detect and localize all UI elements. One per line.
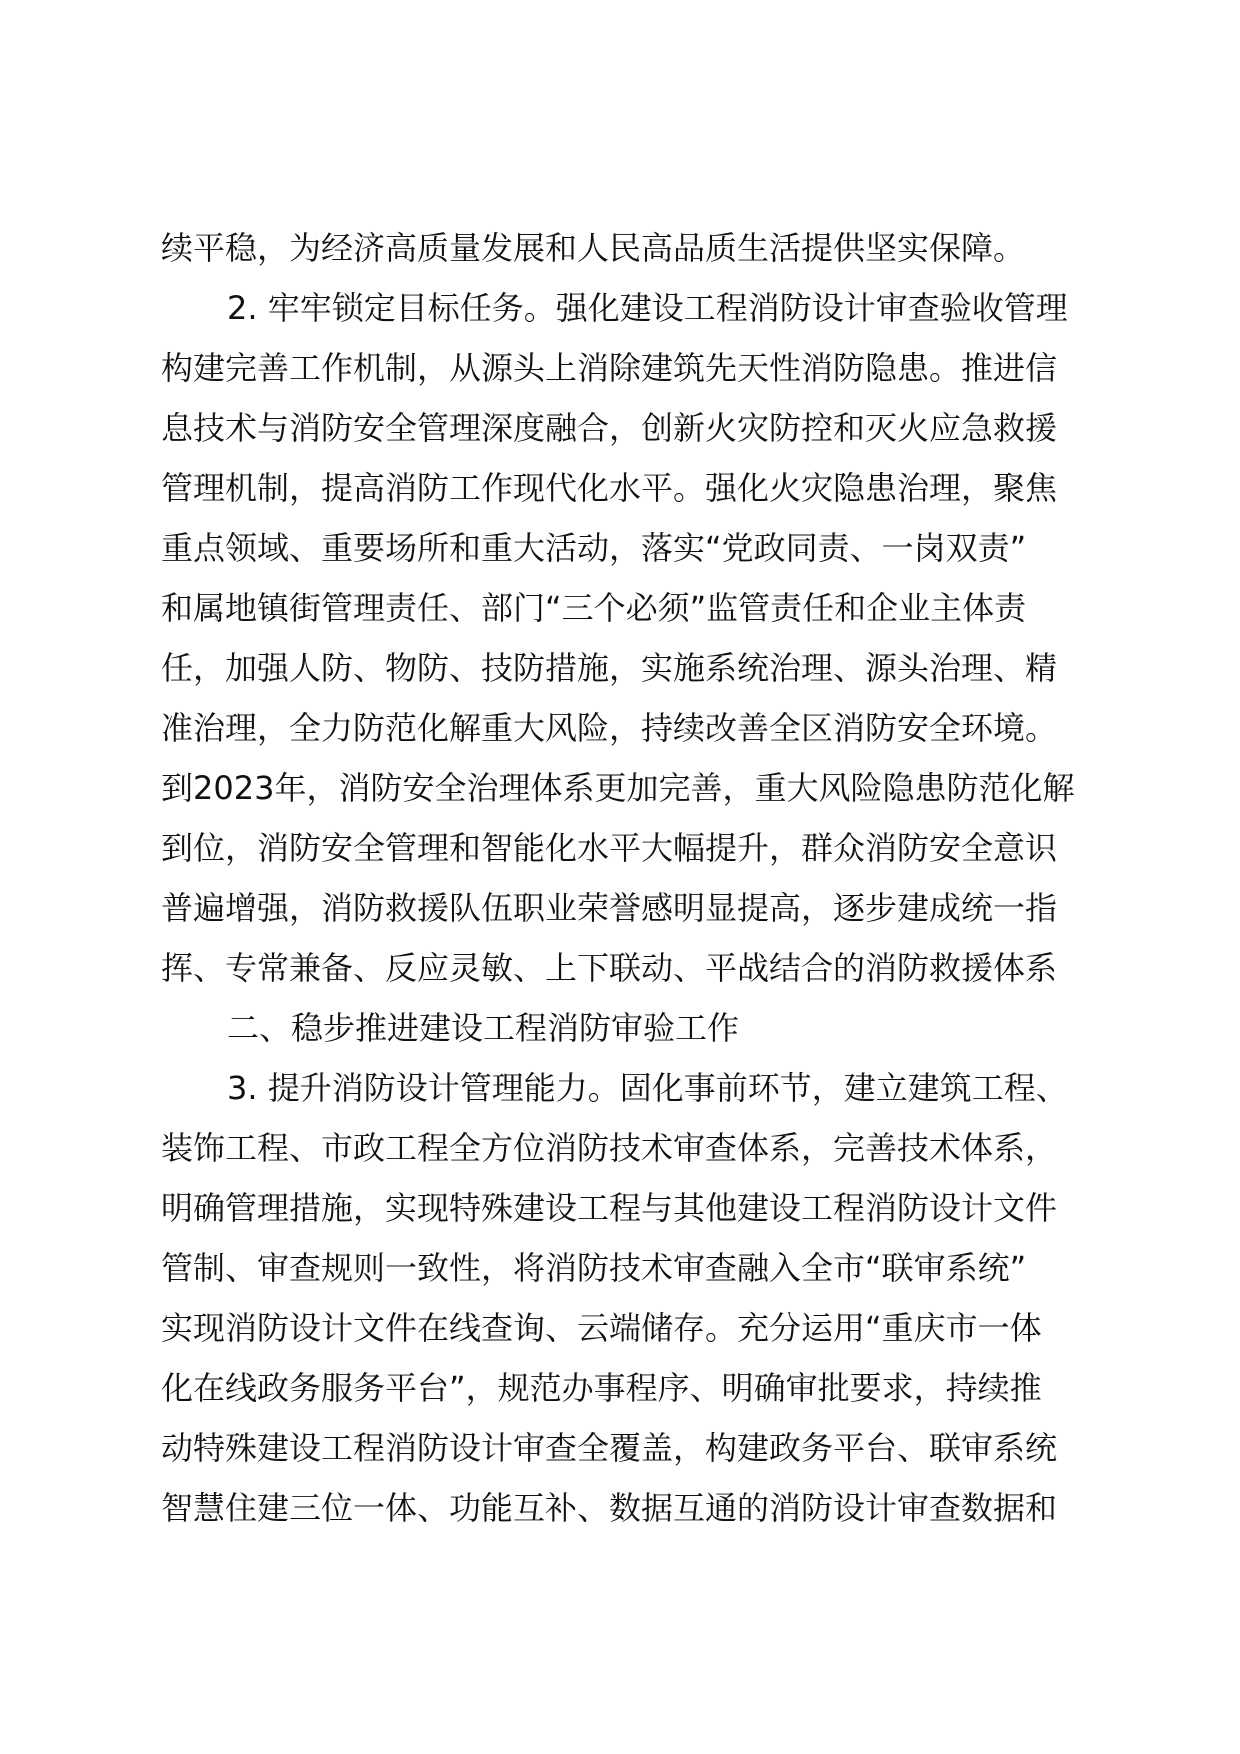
text-line: 装饰工程、市政工程全方位消防技术审查体系，完善技术体系， [161,1129,1058,1167]
text-line: 和属地镇街管理责任、部门“三个必须”监管责任和企业主体责 [161,589,1027,627]
paragraph-heading: 3. 提升消防设计管理能力。固化事前环节，建立建筑工程、 [227,1069,1068,1107]
text-line: 管制、审查规则一致性，将消防技术审查融入全市“联审系统” [161,1249,1027,1287]
text-line: 息技术与消防安全管理深度融合，创新火灾防控和灭火应急救援 [161,409,1058,447]
text-line: 实现消防设计文件在线查询、云端储存。充分运用“重庆市一体 [161,1309,1042,1347]
text-line: 明确管理措施，实现特殊建设工程与其他建设工程消防设计文件 [161,1189,1058,1227]
text-line: 续平稳，为经济高质量发展和人民高品质生活提供坚实保障。 [161,229,1026,267]
text-line: 管理机制，提高消防工作现代化水平。强化火灾隐患治理，聚焦 [161,469,1058,507]
text-line: 普遍增强，消防救援队伍职业荣誉感明显提高，逐步建成统一指 [161,889,1058,927]
text-line: 智慧住建三位一体、功能互补、数据互通的消防设计审查数据和 [161,1489,1058,1527]
text-line: 化在线政务服务平台”，规范办事程序、明确审批要求，持续推 [161,1369,1042,1407]
text-line: 任，加强人防、物防、技防措施，实施系统治理、源头治理、精 [161,649,1058,687]
paragraph-heading: 2. 牢牢锁定目标任务。强化建设工程消防设计审查验收管理 [227,289,1068,327]
text-line: 准治理，全力防范化解重大风险，持续改善全区消防安全环境。 [161,709,1058,747]
text-line: 构建完善工作机制，从源头上消除建筑先天性消防隐患。推进信 [161,349,1058,387]
text-line: 重点领域、重要场所和重大活动，落实“党政同责、一岗双责” [161,529,1027,567]
text-line: 到2023年，消防安全治理体系更加完善，重大风险隐患防范化解 [161,769,1075,807]
section-heading: 二、稳步推进建设工程消防审验工作 [227,1009,740,1047]
text-line: 到位，消防安全管理和智能化水平大幅提升，群众消防安全意识 [161,829,1058,867]
text-line: 动特殊建设工程消防设计审查全覆盖，构建政务平台、联审系统 [161,1429,1058,1467]
text-line: 挥、专常兼备、反应灵敏、上下联动、平战结合的消防救援体系 [161,949,1058,987]
